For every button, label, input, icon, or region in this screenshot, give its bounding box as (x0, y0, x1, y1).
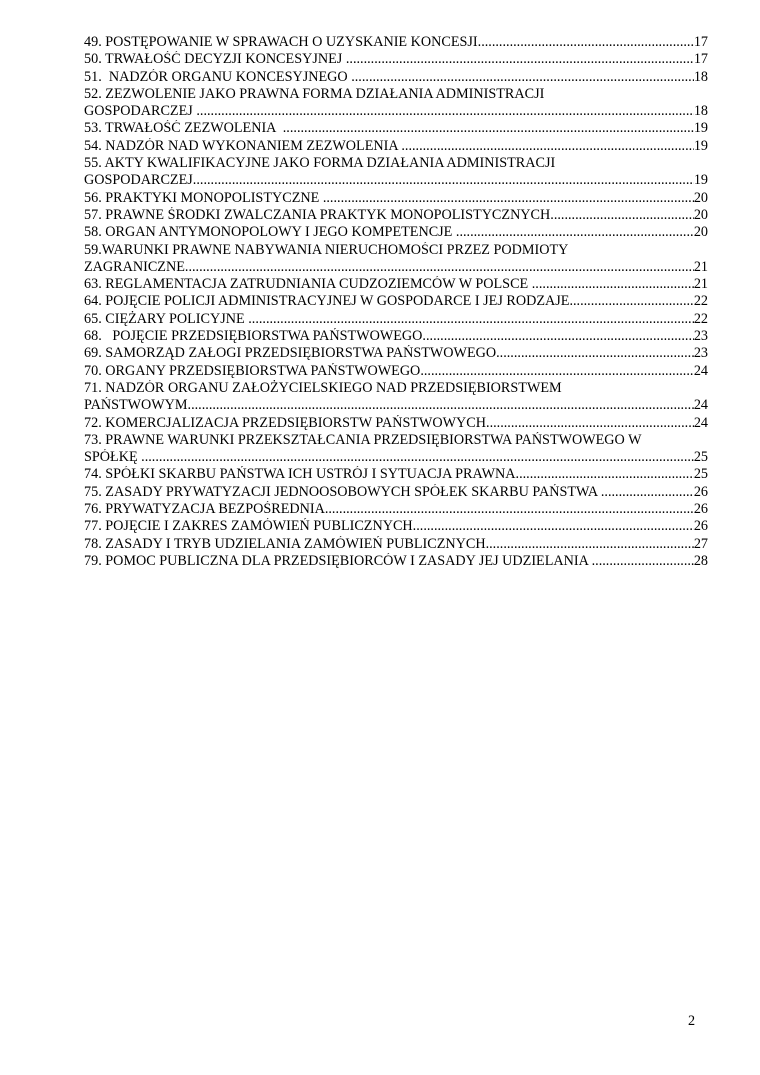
dot-leader (569, 293, 693, 310)
dot-leader (550, 207, 694, 224)
toc-entry[interactable] (84, 34, 708, 51)
dot-leader (456, 224, 694, 241)
dot-leader (248, 311, 694, 328)
toc-entry-title: SPÓŁKĘ (84, 449, 142, 466)
toc-entry-title: GOSPODARCZEJ (84, 103, 197, 120)
dot-leader (141, 449, 694, 466)
toc-entry-page: 19 (693, 172, 708, 189)
toc-entry-title: 74. SPÓŁKI SKARBU PAŃSTWA ICH USTRÓJ I SYTUACJA PRAWNA (84, 466, 516, 483)
toc-entry-page: 23 (693, 328, 708, 345)
toc-entry-page: 26 (693, 501, 708, 518)
toc-entry-page: 17 (693, 34, 708, 50)
toc-entry[interactable] (84, 86, 708, 121)
dot-leader (346, 51, 694, 68)
toc-entry-title: 54. NADZÓR NAD WYKONANIEM ZEZWOLENIA (84, 137, 402, 154)
toc-entry-page: 20 (693, 189, 708, 206)
toc-entry[interactable] (84, 155, 708, 190)
dot-leader (486, 415, 694, 432)
toc-entry-page: 19 (693, 137, 708, 154)
dot-leader (188, 397, 694, 414)
toc-entry-title: 50. TRWAŁOŚĆ DECYZJI KONCESYJNEJ (84, 51, 346, 68)
toc-entry[interactable] (84, 224, 708, 241)
page-number: 2 (688, 1013, 696, 1029)
toc-entry[interactable] (84, 345, 708, 362)
toc-entry[interactable] (84, 276, 708, 293)
toc-entry-title: 56. PRAKTYKI MONOPOLISTYCZNE (84, 189, 323, 206)
toc-entry-page: 22 (693, 310, 708, 327)
toc-entry-page: 26 (693, 518, 708, 535)
toc-entry-title: 49. POSTĘPOWANIE W SPRAWACH O UZYSKANIE KONCESJI (84, 34, 478, 50)
toc-entry-page: 20 (693, 206, 708, 223)
toc-entry-title: ZAGRANICZNE (84, 258, 185, 275)
toc-entry[interactable] (84, 415, 708, 432)
dot-leader (486, 536, 694, 553)
toc-entry-title: 57. PRAWNE ŚRODKI ZWALCZANIA PRAKTYK MONOPOLISTYCZNYCH (84, 206, 551, 223)
toc-entry[interactable] (84, 328, 708, 345)
toc-entry[interactable] (84, 553, 708, 570)
dot-leader (478, 34, 694, 51)
toc-entry-title: 51. NADZÓR ORGANU KONCESYJNEGO (84, 68, 352, 85)
toc-entry-title: 69. SAMORZĄD ZAŁOGI PRZEDSIĘBIORSTWA PAŃSTWOWEGO (84, 345, 497, 362)
toc-entry-page: 28 (693, 552, 708, 569)
toc-entry-title: 79. POMOC PUBLICZNA DLA PRZEDSIĘBIORCÓW I ZASADY JEJ UDZIELANIA (84, 552, 592, 569)
dot-leader (601, 484, 694, 501)
toc-entry-title-line1: 71. NADZÓR ORGANU ZAŁOŻYCIELSKIEGO NAD PRZEDSIĘBIORSTWEM (84, 379, 562, 396)
toc-entry[interactable] (84, 207, 708, 224)
dot-leader (196, 103, 693, 120)
toc-entry-title: 78. ZASADY I TRYB UDZIELANIA ZAMÓWIEŃ PUBLICZNYCH (84, 535, 486, 552)
toc-entry-page: 27 (693, 535, 708, 552)
dot-leader (532, 276, 694, 293)
table-of-contents (84, 34, 708, 570)
toc-entry-page: 22 (693, 293, 708, 310)
toc-entry[interactable] (84, 120, 708, 137)
toc-entry-title: 64. POJĘCIE POLICJI ADMINISTRACYJNEJ W GOSPODARCE I JEJ RODZAJE (84, 293, 570, 310)
dot-leader (420, 363, 694, 380)
toc-entry-title: 75. ZASADY PRYWATYZACJI JEDNOOSOBOWYCH SPÓŁEK SKARBU PAŃSTWA (84, 483, 601, 500)
toc-entry-page: 19 (693, 120, 708, 137)
dot-leader (323, 190, 694, 207)
toc-entry[interactable] (84, 536, 708, 553)
dot-leader (592, 553, 694, 570)
toc-entry[interactable] (84, 69, 708, 86)
toc-entry[interactable] (84, 518, 708, 535)
dot-leader (401, 138, 693, 155)
dot-leader (516, 466, 694, 483)
dot-leader (283, 120, 694, 137)
toc-entry-title: 72. KOMERCJALIZACJA PRZEDSIĘBIORSTW PAŃSTWOWYCH (84, 414, 487, 431)
toc-entry[interactable] (84, 311, 708, 328)
toc-entry[interactable] (84, 380, 708, 415)
toc-entry-page: 18 (693, 103, 708, 120)
toc-entry-page: 26 (693, 483, 708, 500)
toc-entry-title: 76. PRYWATYZACJA BEZPOŚREDNIA (84, 501, 325, 518)
toc-entry-title: 68. POJĘCIE PRZEDSIĘBIORSTWA PAŃSTWOWEGO (84, 328, 423, 345)
toc-entry-title-line1: 59.WARUNKI PRAWNE NABYWANIA NIERUCHOMOŚCI PRZEZ PODMIOTY (84, 241, 569, 258)
toc-entry-page: 17 (693, 51, 708, 68)
dot-leader (496, 345, 694, 362)
toc-entry[interactable] (84, 138, 708, 155)
toc-entry[interactable] (84, 484, 708, 501)
toc-entry-page: 25 (693, 449, 708, 466)
toc-entry[interactable] (84, 293, 708, 310)
dot-leader (351, 69, 694, 86)
toc-entry-title: 63. REGLAMENTACJA ZATRUDNIANIA CUDZOZIEMCÓW W POLSCE (84, 276, 532, 293)
toc-entry-page: 20 (693, 224, 708, 241)
dot-leader (413, 518, 694, 535)
toc-entry[interactable] (84, 363, 708, 380)
toc-entry-page: 24 (693, 362, 708, 379)
toc-entry-title: 70. ORGANY PRZEDSIĘBIORSTWA PAŃSTWOWEGO (84, 362, 421, 379)
toc-entry-title: PAŃSTWOWYM (84, 397, 188, 414)
toc-entry-page: 25 (693, 466, 708, 483)
dot-leader (193, 172, 694, 189)
toc-entry[interactable] (84, 242, 708, 277)
toc-entry[interactable] (84, 190, 708, 207)
toc-entry-title-line1: 55. AKTY KWALIFIKACYJNE JAKO FORMA DZIAŁANIA ADMINISTRACJI (84, 155, 556, 172)
toc-entry-page: 18 (693, 68, 708, 85)
toc-entry-page: 21 (693, 258, 708, 275)
dot-leader (185, 259, 694, 276)
toc-entry-title: 58. ORGAN ANTYMONOPOLOWY I JEGO KOMPETENCJE (84, 224, 456, 241)
toc-entry-title: GOSPODARCZEJ (84, 172, 193, 189)
toc-entry-page: 21 (693, 276, 708, 293)
toc-entry-title-line1: 52. ZEZWOLENIE JAKO PRAWNA FORMA DZIAŁANIA ADMINISTRACJI (84, 85, 545, 102)
toc-entry[interactable] (84, 432, 708, 467)
toc-entry-page: 24 (693, 414, 708, 431)
toc-entry-page: 24 (693, 397, 708, 414)
toc-entry[interactable] (84, 466, 708, 483)
toc-entry[interactable] (84, 501, 708, 518)
toc-entry-title: 65. CIĘŻARY POLICYJNE (84, 310, 249, 327)
toc-entry-title: 53. TRWAŁOŚĆ ZEZWOLENIA (84, 120, 283, 137)
toc-entry-page: 23 (693, 345, 708, 362)
toc-entry-title: 77. POJĘCIE I ZAKRES ZAMÓWIEŃ PUBLICZNYCH (84, 518, 413, 535)
dot-leader (422, 328, 693, 345)
toc-entry-title-line1: 73. PRAWNE WARUNKI PRZEKSZTAŁCANIA PRZEDSIĘBIORSTWA PAŃSTWOWEGO W (84, 431, 642, 448)
dot-leader (325, 501, 694, 518)
toc-entry[interactable] (84, 51, 708, 68)
